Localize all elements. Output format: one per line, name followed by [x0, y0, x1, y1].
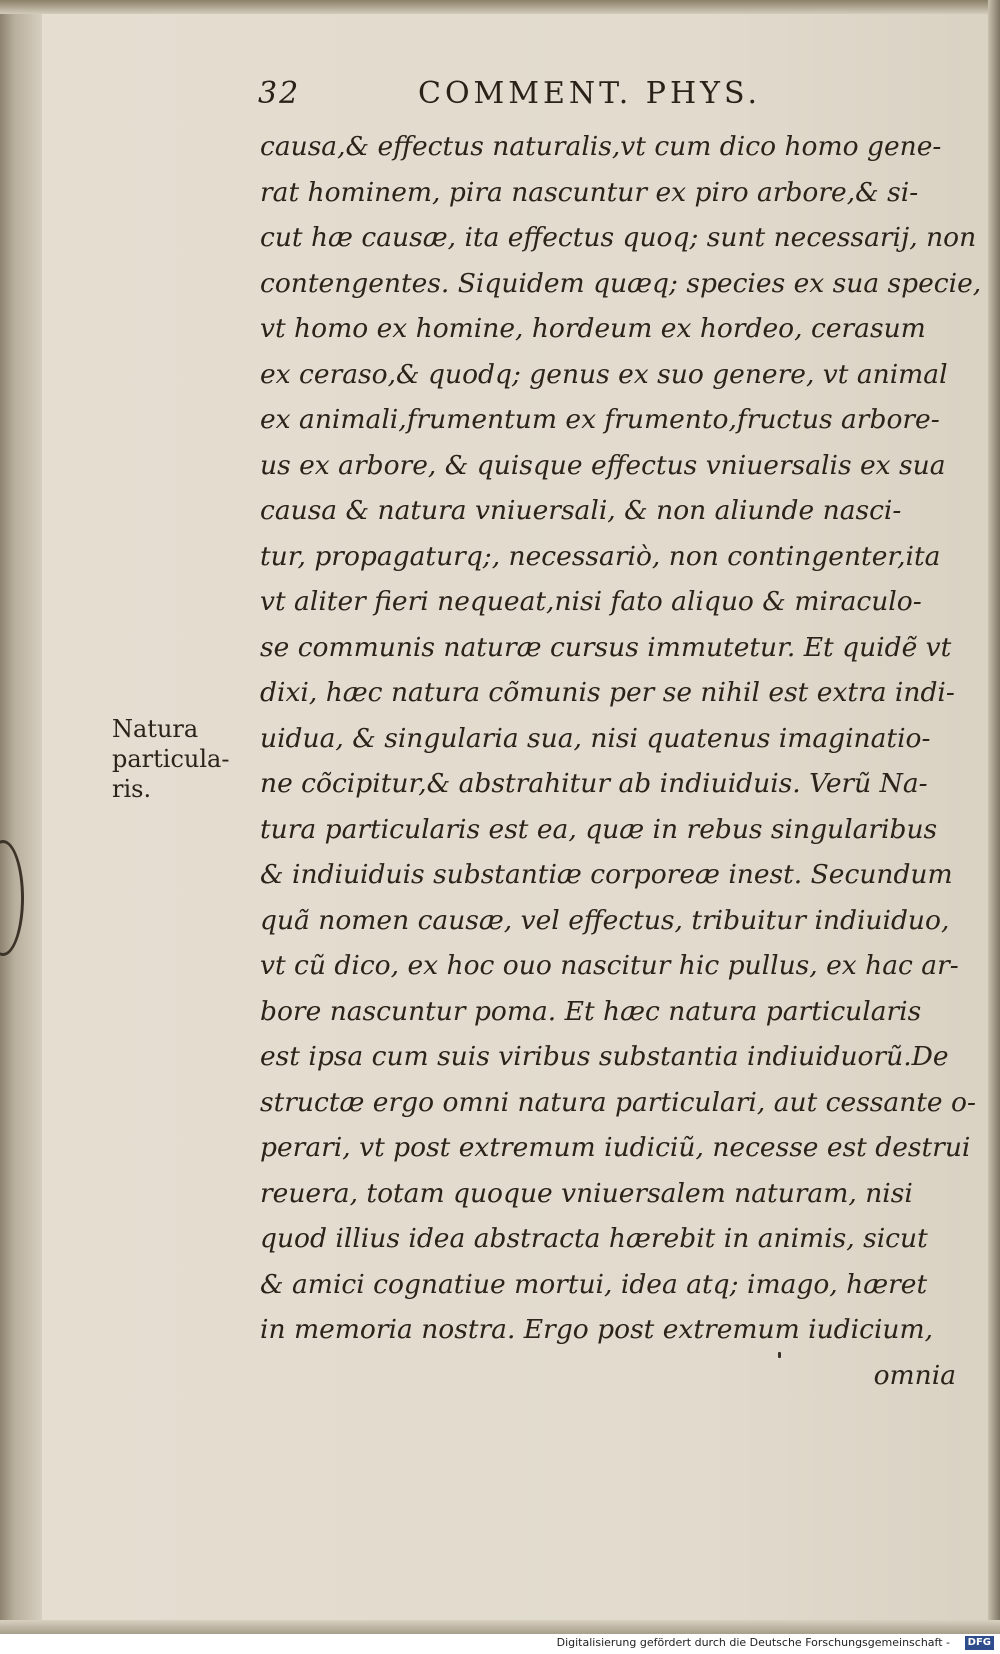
text-line: ne cõcipitur,& abstrahitur ab indiuiduis. Verũ Na-	[260, 768, 928, 799]
marginal-note-line: Natura	[112, 715, 199, 743]
text-line: & amici cognatiue mortui, idea atq; imago, hæret	[260, 1268, 928, 1300]
page-number: 32	[258, 76, 301, 111]
text-line: cut hæ causæ, ita effectus quoq; sunt necessarij, non	[260, 222, 977, 253]
body-text	[260, 124, 982, 1398]
text-line: vt cũ dico, ex hoc ouo nascitur hic pullus, ex hac ar-	[260, 950, 959, 981]
text-line: quod illius idea abstracta hærebit in animis, sicut	[260, 1223, 928, 1254]
page-top-edge	[0, 0, 1000, 14]
page-bottom-edge	[0, 1620, 1000, 1634]
text-line: contengentes. Siquidem quæq; species ex sua specie,	[260, 267, 982, 299]
marginal-note-line: particula-	[112, 745, 230, 773]
text-line: vt aliter fieri nequeat,nisi fato aliquo & miraculo-	[260, 586, 922, 617]
text-line: tura particularis est ea, quæ in rebus singularibus	[260, 813, 938, 845]
catchword: omnia	[873, 1359, 956, 1391]
text-line: bore nascuntur poma. Et hæc natura particularis	[260, 995, 922, 1027]
text-line: ex animali,frumentum ex frumento,fructus arbore-	[260, 404, 940, 435]
footer-credit: Digitalisierung gefördert durch die Deutsche Forschungsgemeinschaft -	[556, 1636, 950, 1649]
book-spine-shadow	[0, 0, 42, 1654]
text-line: in memoria nostra. Ergo post extremum iudicium,	[260, 1314, 934, 1345]
text-line: causa,& effectus naturalis,vt cum dico homo gene-	[260, 131, 942, 162]
text-line: ex ceraso,& quodq; genus ex suo genere, vt animal	[260, 358, 948, 390]
text-line: structæ ergo omni natura particulari, aut cessante o-	[260, 1086, 976, 1118]
running-title: COMMENT. PHYS.	[418, 76, 761, 111]
page-right-edge	[988, 0, 1000, 1654]
text-line: reuera, totam quoque vniuersalem naturam, nisi	[260, 1177, 913, 1209]
text-line: uidua, & singularia sua, nisi quatenus imaginatio-	[260, 722, 931, 754]
digitization-footer	[0, 1634, 1000, 1654]
ink-speck	[778, 1352, 781, 1358]
text-line: vt homo ex homine, hordeum ex hordeo, cerasum	[260, 313, 926, 344]
text-line: tur, propagaturq;, necessariò, non contingenter,ita	[260, 540, 941, 572]
text-line: causa & natura vniuersali, & non aliunde nasci-	[260, 495, 902, 526]
text-line: quã nomen causæ, vel effectus, tribuitur indiuiduo,	[260, 904, 950, 936]
text-line: us ex arbore, & quisque effectus vniuersalis ex sua	[260, 449, 946, 481]
text-line: dixi, hæc natura cõmunis per se nihil est extra indi-	[260, 677, 955, 708]
marginal-note	[112, 714, 252, 804]
text-line: se communis naturæ cursus immutetur. Et quidẽ vt	[260, 631, 952, 663]
text-line: perari, vt post extremum iudiciũ, necesse est destrui	[260, 1132, 971, 1163]
text-line: & indiuiduis substantiæ corporeæ inest. Secundum	[260, 859, 953, 890]
marginal-note-line: ris.	[112, 775, 152, 803]
dfg-logo: DFG	[965, 1636, 994, 1650]
text-line: rat hominem, pira nascuntur ex piro arbore,& si-	[260, 176, 919, 208]
text-line: est ipsa cum suis viribus substantia indiuiduorũ.De	[260, 1041, 949, 1072]
